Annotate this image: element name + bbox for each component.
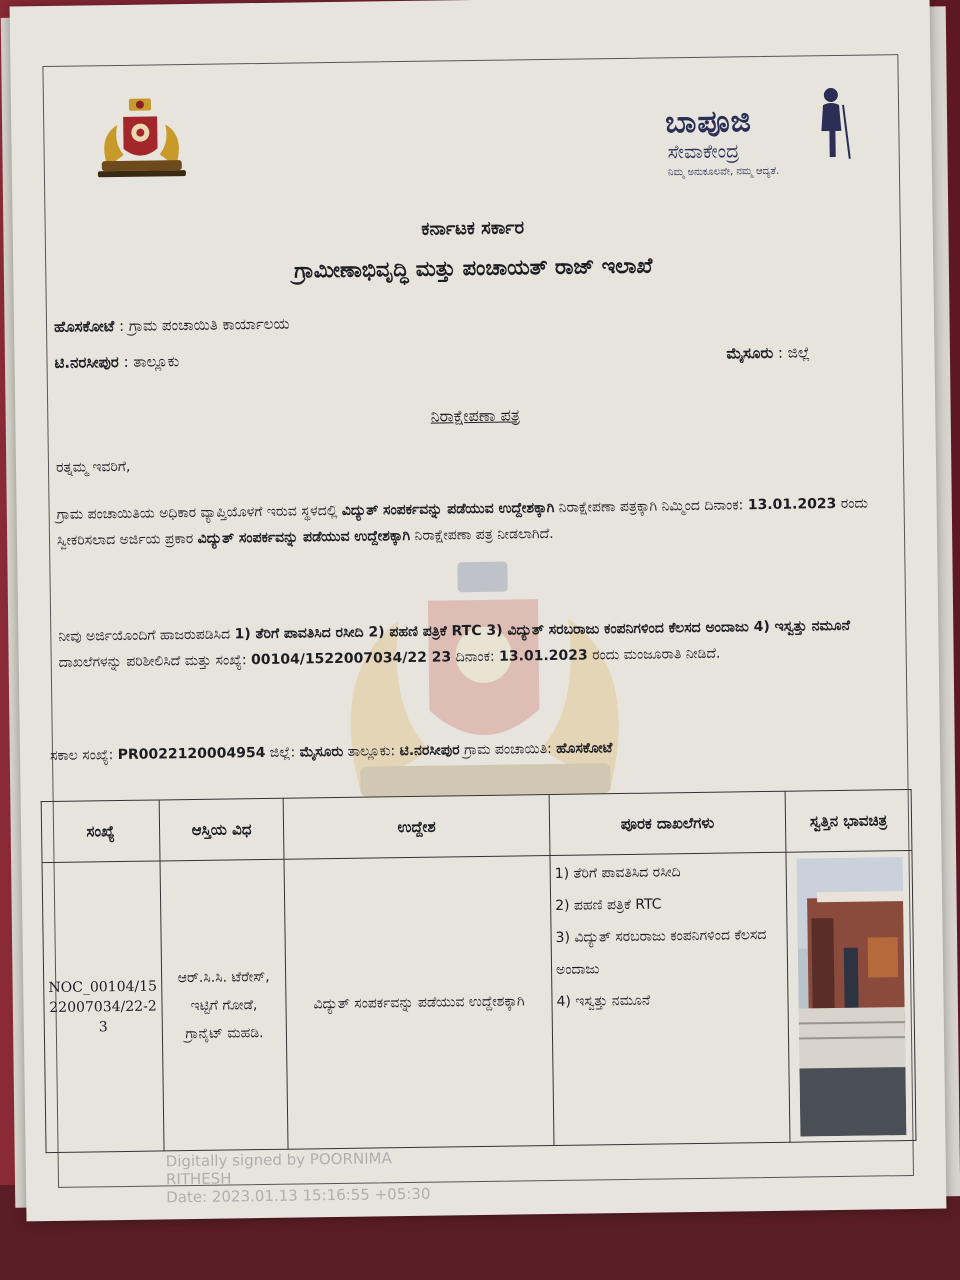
district-label: : ಜಿಲ್ಲೆ — [773, 343, 811, 362]
table-row — [42, 850, 916, 1152]
noc-title: ನಿರಾಕ್ಷೇಪಣಾ ಪತ್ರ — [430, 405, 521, 426]
p2-document-list: 1) ತೆರಿಗೆ ಪಾವತಿಸಿದ ರಸೀದಿ 2) ಪಹಣಿ ಪತ್ರಿಕೆ RTC 3) ವಿದ್ಯುತ್ ಸರಬರಾಜು ಕಂಪನಿಗಳಿಂದ ಕೆಲಸದ ಅಂದಾಜು 4) ಇಸ್ವತ್ತು ನಮೂನೆ — [234, 617, 851, 643]
gandhi-figure-icon — [809, 85, 856, 164]
village-name: ಹೊಸಕೋಟೆ — [53, 317, 115, 336]
header-property-photo: ಸ್ವತ್ತಿನ ಭಾವಚಿತ್ರ — [785, 789, 912, 852]
office-label: : ಗ್ರಾಮ ಪಂಚಾಯಿತಿ ಕಾರ್ಯಾಲಯ — [114, 314, 290, 336]
district-name: ಮೈಸೂರು — [726, 343, 774, 363]
emblem-watermark — [317, 558, 650, 813]
signature-line-3: Date: 2023.01.13 15:16:55 +05:30 — [166, 1184, 431, 1207]
government-title: ಕರ್ನಾಟಕ ಸರ್ಕಾರ — [421, 217, 525, 240]
document-item: 3) ವಿದ್ಯುತ್ ಸರಬರಾಜು ಕಂಪನಿಗಳಿಂದ ಕೆಲಸದ ಅಂದಾಜು — [555, 927, 767, 978]
p2-date: 13.01.2023 — [499, 647, 588, 665]
sakala-taluk-label: ತಾಲ್ಲೂಕು: — [343, 743, 400, 760]
sakala-number: PR0022120004954 — [117, 744, 266, 764]
salutation: ರತ್ನಮ್ಮ ಇವರಿಗೆ, — [55, 458, 131, 476]
document-item: 2) ಪಹಣಿ ಪತ್ರಿಕೆ RTC — [555, 896, 662, 914]
bapuji-sevakendra-logo — [663, 85, 864, 188]
signature-line-2: RITHESH — [165, 1169, 232, 1189]
p2-text-c: ದಾಖಲೆಗಳನ್ನು ಪರಿಶೀಲಿಸಿದೆ ಮತ್ತು ಸಂಖ್ಯೆ: — [58, 652, 252, 671]
cell-noc-number: NOC_00104/1522007034/22-23 — [42, 861, 164, 1153]
p1-text-f: ನಿರಾಕ್ಷೇಪಣಾ ಪತ್ರ ನೀಡಲಾಗಿದೆ. — [410, 525, 554, 544]
p1-purpose: ವಿದ್ಯುತ್ ಸಂಪರ್ಕವನ್ನು ಪಡೆಯುವ ಉದ್ದೇಶಕ್ಕಾಗಿ — [341, 499, 555, 519]
p1-purpose-2: ವಿದ್ಯುತ್ ಸಂಪರ್ಕವನ್ನು ಪಡೆಯುವ ಉದ್ದೇಶಕ್ಕಾಗಿ — [197, 527, 411, 547]
cell-photo — [786, 850, 916, 1142]
digital-signature-stamp — [166, 1149, 431, 1207]
department-title: ಗ್ರಾಮೀಣಾಭಿವೃದ್ಧಿ ಮತ್ತು ಪಂಚಾಯತ್ ರಾಜ್ ಇಲಾಖೆ — [293, 253, 653, 283]
document-item: 4) ಇಸ್ವತ್ತು ನಮೂನೆ — [556, 992, 651, 1010]
sakala-gp: ಹೊಸಕೋಟೆ — [556, 740, 613, 757]
p1-text-d: ರಂದು ಸ್ವೀಕರಿಸಲಾದ ಅರ್ಜಿಯ ಪ್ರಕಾರ — [56, 495, 869, 549]
cell-documents — [550, 852, 790, 1145]
sakala-taluk: ಟಿ.ನರಸೀಪುರ — [399, 742, 460, 760]
cell-property-type: ಆರ್.ಸಿ.ಸಿ. ಟೆರೇಸ್, ಇಟ್ಟಿಗೆ ಗೋಡೆ, ಗ್ರಾನೈಟ್ ಮಹಡಿ. — [160, 859, 288, 1151]
header-number: ಸಂಖ್ಯೆ — [41, 800, 160, 863]
cell-purpose: ವಿದ್ಯುತ್ ಸಂಪರ್ಕವನ್ನು ಪಡೆಯುವ ಉದ್ದೇಶಕ್ಕಾಗಿ — [284, 856, 554, 1150]
karnataka-emblem-logo — [87, 96, 196, 181]
p2-text-e: ರಂದು ಮಂಜೂರಾತಿ ನೀಡಿದೆ. — [587, 645, 721, 664]
p2-text-d: ದಿನಾಂಕ: — [451, 648, 500, 666]
document-item: 1) ತೆರಿಗೆ ಪಾವತಿಸಿದ ರಸೀದಿ — [554, 864, 681, 882]
property-photo — [796, 857, 906, 1136]
p2-text-a: ನೀವು ಅರ್ಜಿಯೊಂದಿಗೆ ಹಾಜರುಪಡಿಸಿದ — [58, 626, 235, 645]
office-line — [54, 315, 290, 336]
sakala-label: ಸಕಾಲ ಸಂಖ್ಯೆ: — [49, 747, 118, 764]
taluk-line — [54, 352, 179, 372]
p1-text-a: ಗ್ರಾಮ ಪಂಚಾಯಿತಿಯ ಅಧಿಕಾರ ವ್ಯಾಪ್ತಿಯೊಳಗೆ ಇರುವ ಸ್ಥಳದಲ್ಲಿ — [56, 502, 342, 523]
sakala-gp-label: ಗ್ರಾಮ ಪಂಚಾಯಿತಿ: — [459, 740, 557, 759]
p1-text-c: ನಿರಾಕ್ಷೇಪಣಾ ಪತ್ರಕ್ಕಾಗಿ ನಿಮ್ಮಿಂದ ದಿನಾಂಕ: — [554, 497, 748, 516]
header-purpose: ಉದ್ದೇಶ — [283, 795, 550, 860]
brand-subtitle: ಸೇವಾಕೇಂದ್ರ — [667, 140, 740, 164]
document-page — [10, 0, 947, 1221]
taluk-name: ಟಿ.ನರಸೀಪುರ — [54, 352, 119, 372]
header-supporting-documents: ಪೂರಕ ದಾಖಲೆಗಳು — [549, 791, 786, 855]
brand-title: ಬಾಪೂಜಿ — [665, 104, 753, 141]
brand-tagline: ನಿಮ್ಮ ಅನುಕೂಲವೇ, ನಮ್ಮ ಆದ್ಯತೆ. — [667, 165, 780, 179]
district-line — [726, 343, 810, 362]
property-table — [41, 789, 917, 1153]
sakala-district: ಮೈಸೂರು — [299, 743, 344, 761]
taluk-label: : ತಾಲ್ಲೂಕು — [118, 352, 180, 371]
p1-date: 13.01.2023 — [747, 495, 837, 514]
header-property-type: ಆಸ್ತಿಯ ವಿಧ — [159, 798, 284, 861]
sakala-district-label: ಜಿಲ್ಲೆ: — [265, 744, 300, 761]
p2-approval-number: 00104/1522007034/22 23 — [250, 649, 452, 669]
signature-line-1: Digitally signed by POORNIMA — [165, 1149, 392, 1171]
